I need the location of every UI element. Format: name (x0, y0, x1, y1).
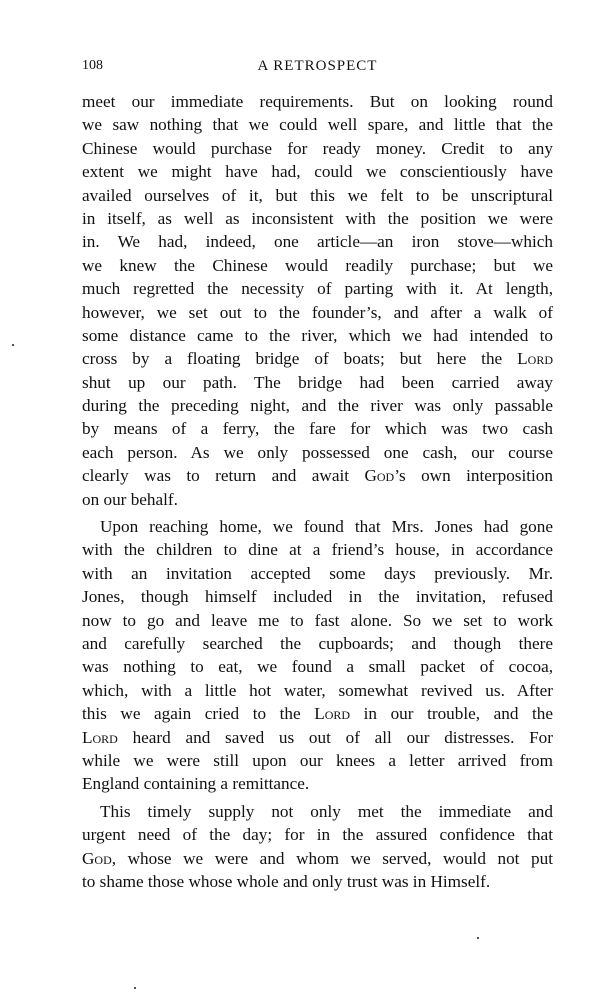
text-line: was nothing to eat, we found a small packet of cocoa, (82, 657, 553, 677)
small-caps-word: God (82, 848, 112, 868)
text-line: Jones, though himself included in the invitation, refused (82, 587, 553, 607)
text-line: This timely supply not only met the immediate and (100, 801, 553, 821)
text-line: extent we might have had, could we conscientiously have (82, 162, 553, 182)
text-line: and carefully searched the cupboards; and though there (82, 633, 553, 653)
running-head (82, 58, 553, 80)
text-line: meet our immediate requirements. But on looking round (82, 92, 553, 111)
text-line: Chinese would purchase for ready money. Credit to any (82, 138, 553, 158)
text-line: cross by a floating bridge of boats; but here the Lord (82, 349, 553, 369)
scan-speck (12, 344, 14, 346)
text-line: much regretted the necessity of parting with it. At length, (82, 279, 553, 299)
text-line: however, we set out to the founder’s, and after a walk of (82, 302, 553, 322)
running-title: A RETROSPECT (257, 58, 378, 74)
text-line: Upon reaching home, we found that Mrs. Jones had gone (100, 517, 553, 537)
small-caps-word: Lord (517, 349, 553, 369)
text-line: God, whose we were and whom we served, would not put (82, 848, 553, 868)
text-line: now to go and leave me to fast alone. So we set to work (82, 610, 553, 630)
text-line: on our behalf. (82, 489, 178, 509)
text-line: to shame those whose whole and only trust was in Himself. (82, 871, 491, 891)
text-line: we knew the Chinese would readily purchase; but we (82, 255, 553, 275)
text-line: which, with a little hot water, somewhat revived us. After (82, 680, 553, 700)
body-text (82, 90, 553, 893)
text-line: with an invitation accepted some days previously. Mr. (82, 563, 553, 583)
text-line: some distance came to the river, which we had intended to (82, 325, 553, 345)
small-caps-word: God (364, 466, 395, 486)
text-line: in itself, as well as inconsistent with the position we were (82, 208, 553, 228)
text-line: each person. As we only possessed one cash, our course (82, 442, 553, 462)
scan-speck (477, 937, 479, 939)
paragraph-2 (82, 515, 553, 796)
small-caps-word: Lord (82, 727, 118, 747)
text-line: Lord heard and saved us out of all our distresses. For (82, 727, 553, 747)
text-line: urgent need of the day; for in the assured confidence that (82, 825, 553, 845)
text-line: during the preceding night, and the river was only passable (82, 396, 553, 416)
text-line: clearly was to return and await God’s own interposition (82, 466, 553, 486)
text-line: by means of a ferry, the fare for which was two cash (82, 419, 553, 439)
paragraph-1 (82, 90, 553, 511)
text-line: England containing a remittance. (82, 774, 310, 794)
text-line: in. We had, indeed, one article—an iron stove—which (82, 232, 553, 252)
text-line: while we were still upon our knees a letter arrived from (82, 750, 553, 770)
text-line: this we again cried to the Lord in our trouble, and the (82, 704, 554, 724)
text-line: we saw nothing that we could well spare, and little that the (82, 115, 553, 135)
scan-speck (134, 987, 136, 989)
page-number: 108 (82, 58, 103, 73)
text-line: with the children to dine at a friend’s house, in accordance (82, 540, 553, 560)
text-line: shut up our path. The bridge had been carried away (82, 372, 553, 392)
small-caps-word: Lord (314, 704, 351, 724)
text-line: availed ourselves of it, but this we felt to be unscriptural (82, 185, 553, 205)
paragraph-3 (82, 800, 553, 894)
